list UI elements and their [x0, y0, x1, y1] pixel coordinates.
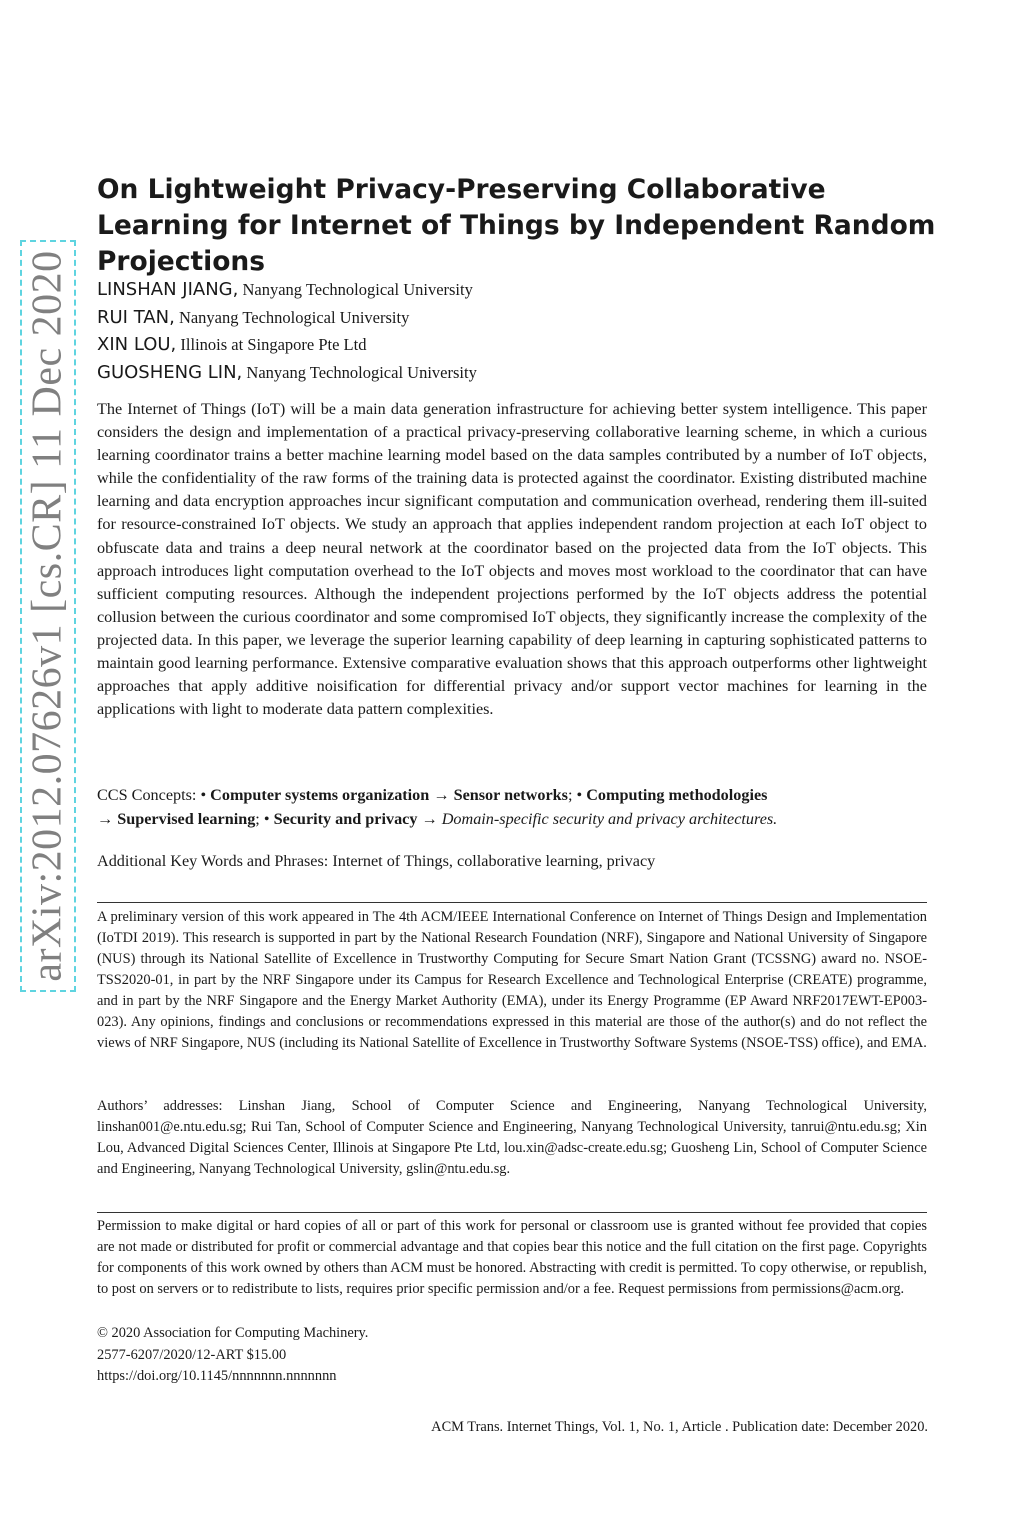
abstract: The Internet of Things (IoT) will be a main data generation infrastructure for achieving better system intelligence. This paper considers the design and implementation of a practical privacy-preserving collaborative learning scheme, in which a curious learning coordinator trains a better machine learning model based on the data samples contributed by a number of IoT objects, while the confidentiality of the raw forms of the training data is protected against the coordinator. Existing distributed machine learning and data encryption approaches incur significant computation and communication overhead, rendering them ill-suited for resource-constrained IoT objects. We study an approach that applies independent random projection at each IoT object to obfuscate data and trains a deep neural network at the coordinator based on the projected data from the IoT objects. This approach introduces light computation overhead to the IoT objects and moves most workload to the coordinator that can have sufficient computing resources. Although the independent projections performed by the IoT objects address the potential collusion between the curious coordinator and some compromised IoT objects, they significantly increase the complexity of the projected data. In this paper, we leverage the superior learning capability of deep learning in capturing sophisticated patterns to maintain good learning performance. Extensive comparative evaluation shows that this approach outperforms other lightweight approaches that apply additive noisification for differential privacy and/or support vector machines for learning in the applications with light to moderate data pattern complexities. — [97, 400, 927, 719]
permission-notice: Permission to make digital or hard copies of all or part of this work for personal or classroom use is granted without fee provided that copies are not made or distributed for profit or commercial advantage and that copies bear this notice and the full citation on the first page. Copyrights for components of this work owned by others than ACM must be honored. Abstracting with credit is permitted. To copy otherwise, or republish, to post on servers or to redistribute to lists, requires prior specific permission and/or a fee. Request permissions from permissions@acm.org. — [97, 1218, 927, 1297]
divider — [97, 1212, 927, 1213]
ccs-concepts — [97, 784, 927, 831]
copyright-line: © 2020 Association for Computing Machinery. — [97, 1325, 369, 1341]
ccs-concept: Computing methodologies — [586, 786, 768, 804]
author-list — [97, 276, 897, 386]
journal-footer: ACM Trans. Internet Things, Vol. 1, No. 1, Article . Publication date: December 2020. — [431, 1419, 928, 1435]
author-entry — [97, 276, 897, 304]
keywords: Additional Key Words and Phrases: Internet of Things, collaborative learning, privacy — [97, 852, 656, 870]
author-affiliation: Nanyang Technological University — [174, 307, 410, 327]
author-name: XIN LOU, — [97, 334, 177, 355]
author-name: RUI TAN, — [97, 306, 175, 328]
ccs-arrow: → — [429, 786, 454, 804]
funding-note: A preliminary version of this work appeared in The 4th ACM/IEEE International Conference on Internet of Things Design and Implementation (IoTDI 2019). This research is supported in part by the National Research Foundation (NRF), Singapore and National University of Singapore (NUS) through its National Satellite of Excellence in Trustworthy Computing for Secure Smart Nation Grant (TCSSNG) award no. NSOE-TSS2020-01, in part by the NRF Singapore under its Campus for Research Excellence and Technological Enterprise (CREATE) programme, and in part by the NRF Singapore and the Energy Market Authority (EMA), under its Energy Programme (EP Award NRF2017EWT-EP003-023). Any opinions, findings and conclusions or recommendations expressed in this material are those of the author(s) and do not reflect the views of NRF Singapore, NUS (including its National Satellite of Excellence in Trustworthy Software Systems (NSOE-TSS) office), and EMA. — [97, 909, 927, 1051]
author-name: LINSHAN JIANG, — [97, 279, 239, 300]
divider — [97, 902, 927, 903]
ccs-bullet: • — [576, 786, 587, 804]
ccs-label: CCS Concepts: — [97, 786, 201, 804]
ccs-bullet: • — [263, 809, 274, 828]
ccs-arrow: → — [97, 809, 118, 828]
ccs-subconcept: Domain-specific security and privacy architectures. — [441, 809, 778, 828]
author-entry — [97, 359, 897, 387]
author-addresses: Authors’ addresses: Linshan Jiang, School of Computer Science and Engineering, Nanyang Technological University, linshan001@e.ntu.edu.sg; Rui Tan, School of Computer Science and Engineering, Nanyang Technological University, tanrui@ntu.edu.sg; Xin Lou, Advanced Digital Sciences Center, Illinois at Singapore Pte Ltd, lou.xin@adsc-create.edu.sg; Guosheng Lin, School of Computer Science and Engineering, Nanyang Technological University, gslin@ntu.edu.sg. — [97, 1098, 927, 1177]
ccs-subconcept: Supervised learning — [117, 809, 256, 828]
ccs-bullet: • — [200, 786, 211, 804]
doi-link[interactable]: https://doi.org/10.1145/nnnnnnn.nnnnnnn — [97, 1368, 337, 1384]
ccs-concept: Computer systems organization — [210, 786, 430, 804]
ccs-separator: ; — [567, 786, 577, 804]
author-entry — [97, 331, 897, 359]
issn-line: 2577-6207/2020/12-ART $15.00 — [97, 1347, 287, 1363]
author-affiliation: Nanyang Technological University — [242, 362, 477, 382]
author-affiliation: Illinois at Singapore Pte Ltd — [176, 335, 367, 354]
ccs-arrow: → — [417, 809, 442, 828]
ccs-concept: Security and privacy — [273, 809, 418, 828]
arxiv-stamp-text: arXiv:2012.07626v1 [cs.CR] 11 Dec 2020 — [25, 250, 71, 982]
arxiv-stamp — [20, 240, 76, 992]
paper-title: On Lightweight Privacy-Preserving Collaborative Learning for Internet of Things by Independent Random Projections — [97, 174, 936, 277]
ccs-subconcept: Sensor networks — [453, 786, 568, 804]
ccs-separator: ; — [255, 809, 264, 828]
author-entry — [97, 304, 897, 332]
author-affiliation: Nanyang Technological University — [238, 280, 473, 299]
author-name: GUOSHENG LIN, — [97, 361, 243, 383]
